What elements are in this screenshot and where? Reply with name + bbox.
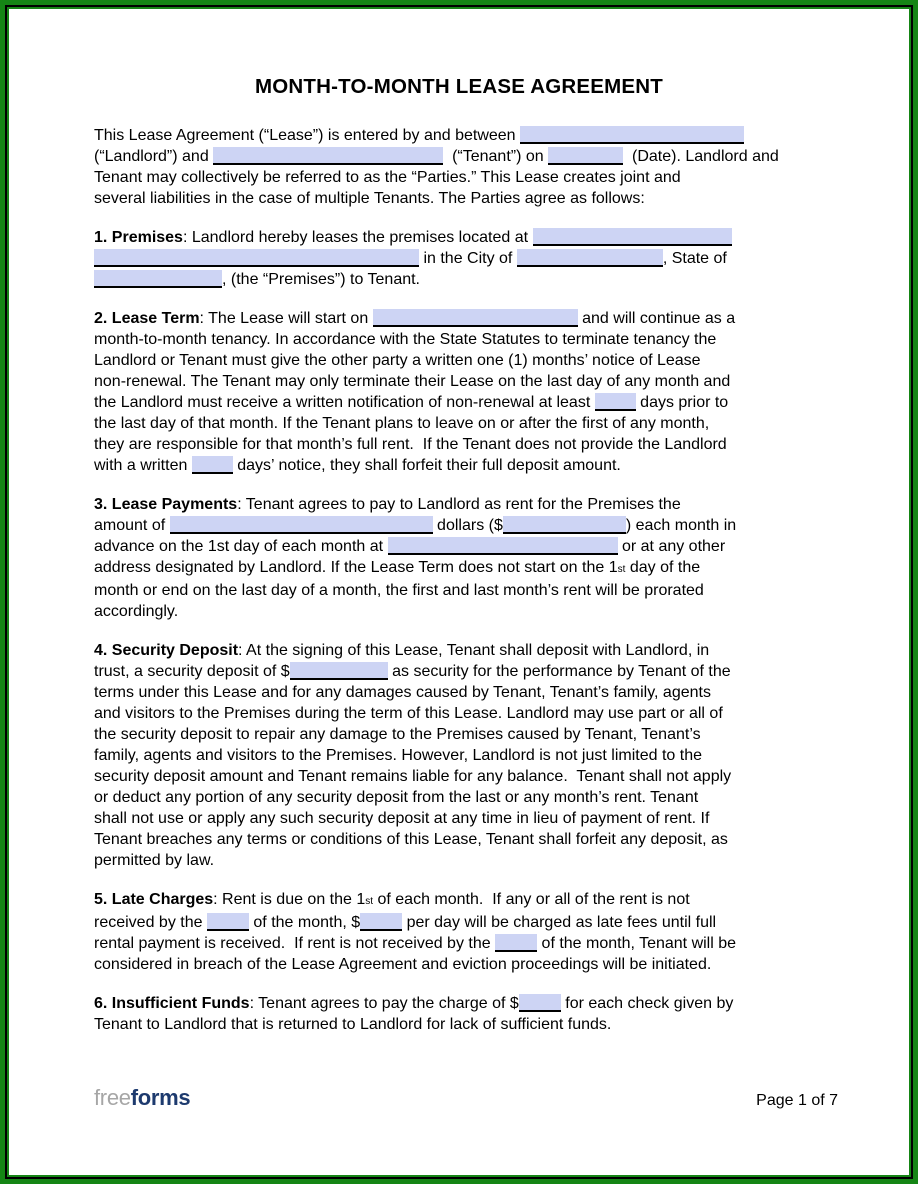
blank-field-premises-address-line-1[interactable] xyxy=(533,228,732,246)
text-run: Landlord or Tenant must give the other party a written one (1) months’ notice of Lease xyxy=(94,352,701,369)
text-run: with a written xyxy=(94,457,192,474)
section-heading: 1. Premises xyxy=(94,229,183,246)
blank-field-breach-day-of-month[interactable] xyxy=(495,934,537,952)
text-run: (Date). Landlord and xyxy=(623,148,779,165)
blank-field-late-day-of-month[interactable] xyxy=(207,913,249,931)
text-run: , (the “Premises”) to Tenant. xyxy=(222,271,420,288)
paragraph-security-deposit xyxy=(94,640,824,871)
text-run: dollars ($ xyxy=(432,517,503,534)
text-run: trust, a security deposit of $ xyxy=(94,663,290,680)
blank-field-city[interactable] xyxy=(517,249,663,267)
section-heading: 6. Insufficient Funds xyxy=(94,995,250,1012)
blank-field-rent-amount-numeric[interactable] xyxy=(503,516,626,534)
text-run: and will continue as a xyxy=(577,310,736,327)
document-content xyxy=(94,9,824,1053)
paragraph-intro xyxy=(94,125,824,209)
paragraph-late-charges xyxy=(94,889,824,975)
text-run: (“Landlord”) and xyxy=(94,148,214,165)
text-run: or deduct any portion of any security deposit from the last or any month’s rent. Tenant xyxy=(94,789,699,806)
blank-field-premises-address-line-2[interactable] xyxy=(94,249,419,267)
text-run: or at any other xyxy=(617,538,726,555)
text-run: : Tenant agrees to pay the charge of $ xyxy=(249,995,519,1012)
text-run: permitted by law. xyxy=(94,852,215,869)
text-run: of each month. If any or all of the rent is not xyxy=(373,891,690,908)
text-run: amount of xyxy=(94,517,170,534)
text-run: per day will be charged as late fees until full xyxy=(402,914,717,931)
text-run: non-renewal. The Tenant may only terminate their Lease on the last day of any month and xyxy=(94,373,731,390)
text-run: received by the xyxy=(94,914,207,931)
text-run: Tenant may collectively be referred to as the “Parties.” This Lease creates joint and xyxy=(94,169,681,186)
ordinal-suffix: st xyxy=(617,564,626,575)
blank-field-rent-amount-words[interactable] xyxy=(170,516,433,534)
text-run: advance on the 1st day of each month at xyxy=(94,538,388,555)
paragraph-insufficient-funds xyxy=(94,993,824,1035)
text-run: (“Tenant”) on xyxy=(443,148,549,165)
blank-field-lease-start-date[interactable] xyxy=(373,309,578,327)
text-run: of the month, Tenant will be xyxy=(537,935,737,952)
text-run: days prior to xyxy=(635,394,729,411)
text-run: : Tenant agrees to pay to Landlord as rent for the Premises the xyxy=(237,496,681,513)
document-title: MONTH-TO-MONTH LEASE AGREEMENT xyxy=(254,75,663,98)
blank-field-tenant-name[interactable] xyxy=(213,147,443,165)
text-run: : The Lease will start on xyxy=(199,310,373,327)
text-run: , State of xyxy=(662,250,727,267)
blank-field-non-renewal-notice-days[interactable] xyxy=(595,393,636,411)
text-run: month or end on the last day of a month, the first and last month’s rent will be prorated xyxy=(94,582,704,599)
paragraph-lease-payments xyxy=(94,494,824,622)
text-run: : At the signing of this Lease, Tenant shall deposit with Landlord, in xyxy=(238,642,710,659)
text-run: month-to-month tenancy. In accordance with the State Statutes to terminate tenancy the xyxy=(94,331,717,348)
text-run: they are responsible for that month’s full rent. If the Tenant does not provide the Landlord xyxy=(94,436,727,453)
blank-field-landlord-name[interactable] xyxy=(520,126,744,144)
text-run: Tenant to Landlord that is returned to Landlord for lack of sufficient funds. xyxy=(94,1016,612,1033)
section-heading: 3. Lease Payments xyxy=(94,496,238,513)
blank-field-date[interactable] xyxy=(548,147,623,165)
paragraph-premises xyxy=(94,227,824,290)
text-run: for each check given by xyxy=(560,995,734,1012)
page-number: Page 1 of 7 xyxy=(756,1092,838,1109)
section-heading: 5. Late Charges xyxy=(94,891,214,908)
text-run: : Landlord hereby leases the premises located at xyxy=(182,229,533,246)
text-run: considered in breach of the Lease Agreement and eviction proceedings will be initiated. xyxy=(94,956,712,973)
text-run: terms under this Lease and for any damages caused by Tenant, Tenant’s family, agents xyxy=(94,684,711,701)
page-border-black-line xyxy=(5,5,913,1179)
blank-field-insufficient-funds-charge[interactable] xyxy=(519,994,561,1012)
text-run: : Rent is due on the 1 xyxy=(213,891,366,908)
text-run: several liabilities in the case of multiple Tenants. The Parties agree as follows: xyxy=(94,190,645,207)
logo-free-text: free xyxy=(94,1085,131,1110)
page xyxy=(7,7,911,1177)
text-run: the Landlord must receive a written notification of non-renewal at least xyxy=(94,394,595,411)
ordinal-suffix: st xyxy=(365,896,374,907)
blank-field-payment-address[interactable] xyxy=(388,537,618,555)
footer xyxy=(94,1085,838,1111)
text-run: ) each month in xyxy=(625,517,737,534)
blank-field-late-fee-per-day[interactable] xyxy=(360,913,402,931)
blank-field-state[interactable] xyxy=(94,270,222,288)
text-run: This Lease Agreement (“Lease”) is entered by and between xyxy=(94,127,521,144)
text-run: of the month, $ xyxy=(248,914,361,931)
section-heading: 2. Lease Term xyxy=(94,310,200,327)
text-run: and visitors to the Premises during the term of this Lease. Landlord may use part or all of xyxy=(94,705,723,722)
text-run: days’ notice, they shall forfeit their full deposit amount. xyxy=(232,457,621,474)
text-run: security deposit amount and Tenant remains liable for any balance. Tenant shall not apply xyxy=(94,768,732,785)
text-run: as security for the performance by Tenant of the xyxy=(387,663,731,680)
document-body xyxy=(94,125,824,1035)
logo-forms-text: forms xyxy=(130,1085,191,1110)
text-run: in the City of xyxy=(419,250,517,267)
blank-field-security-deposit-amount[interactable] xyxy=(290,662,388,680)
text-run: Tenant breaches any terms or conditions of this Lease, Tenant shall forfeit any deposit, as xyxy=(94,831,728,848)
text-run: the security deposit to repair any damage to the Premises caused by Tenant, Tenant’s xyxy=(94,726,701,743)
freeforms-logo xyxy=(94,1085,190,1111)
text-run: day of the xyxy=(625,559,701,576)
text-run: family, agents and visitors to the Premises. However, Landlord is not just limited to the xyxy=(94,747,702,764)
text-run: the last day of that month. If the Tenant plans to leave on or after the first of any month, xyxy=(94,415,710,432)
blank-field-written-notice-days[interactable] xyxy=(192,456,233,474)
text-run: address designated by Landlord. If the Lease Term does not start on the 1 xyxy=(94,559,618,576)
text-run: accordingly. xyxy=(94,603,179,620)
text-run: rental payment is received. If rent is not received by the xyxy=(94,935,496,952)
section-heading: 4. Security Deposit xyxy=(94,642,239,659)
text-run: shall not use or apply any such security deposit at any time in lieu of payment of rent. If xyxy=(94,810,710,827)
paragraph-lease-term xyxy=(94,308,824,476)
